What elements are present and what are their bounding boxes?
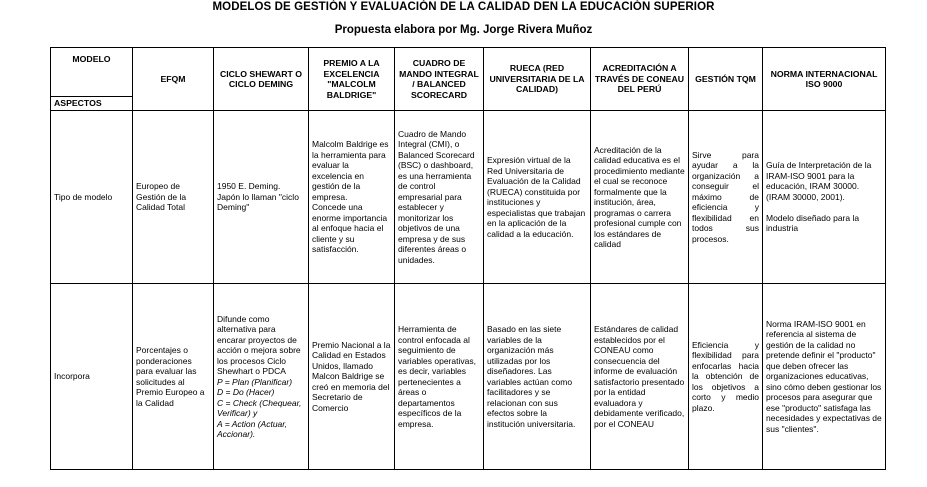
corner-modelo-label: MODELO [51, 48, 133, 97]
cell-coneau-tipo: Acreditación de la calidad educativa es el procedimiento mediante el cual se reconoce formalmente que la institución, área, programas o carrera profesional cumple con los estándares de calidad [591, 111, 689, 284]
deming-intro-text: Difunde como alternativa para encarar proyectos de acción o mejora sobre los procesos Ciclo Shewhart o PDCA [217, 313, 301, 376]
cell-rueca-incorpora: Basado en las siete variables de la organización más utilizadas por los diseñadores. Las variables actúan como facilitadores y se relacionan con sus efectos sobre la institución universitaria. [484, 284, 591, 470]
table-row [51, 284, 886, 470]
cell-baldrige-incorpora: Premio Nacional a la Calidad en Estados Unidos, llamado Malcon Baldrige se creó en memoria del Secretario de Comercio [309, 284, 395, 470]
cell-efqm-incorpora: Porcentajes o ponderaciones para evaluar las solicitudes al Premio Europeo a la Calidad [133, 284, 214, 470]
cell-iso-tipo: Guía de Interpretación de la IRAM-ISO 9001 para la educación, IRAM 30000. (IRAM 30000, 2001). Modelo diseñado para la industria [763, 111, 886, 284]
table-row [51, 111, 886, 284]
column-header-ciclo-deming: CICLO SHEWART O CICLO DEMING [214, 48, 309, 111]
column-header-tqm: GESTIÓN TQM [689, 48, 763, 111]
document-subtitle: Propuesta elabora por Mg. Jorge Rivera Muñoz [334, 24, 593, 36]
column-header-efqm: EFQM [133, 48, 214, 111]
cell-deming-incorpora [214, 284, 309, 470]
column-header-balanced-scorecard: CUADRO DE MANDO INTEGRAL / BALANCED SCORECARD [395, 48, 484, 111]
pdca-step-action: A = Action (Actuar, Accionar). [217, 418, 288, 439]
column-header-iso-9000: NORMA INTERNACIONAL ISO 9000 [763, 48, 886, 111]
document-title: MODELOS DE GESTIÓN Y EVALUACIÓN DE LA CALIDAD DEN LA EDUCACIÓN SUPERIOR [212, 1, 715, 13]
cell-bsc-tipo: Cuadro de Mando Integral (CMI), o Balanced Scorecard (BSC) o dashboard, es una herramienta de control empresarial para establecer y monitorizar los objetivos de una empresa y de sus diferentes áreas o unidades. [395, 111, 484, 284]
corner-aspectos-label: ASPECTOS [51, 97, 133, 111]
cell-rueca-tipo: Expresión virtual de la Red Universitaria de Evaluación de la Calidad (RUECA) constituida por instituciones y especialistas que trabajan en la aplicación de la calidad a la educación. [484, 111, 591, 284]
column-header-coneau: ACREDITACIÓN A TRAVÉS DE CONEAU DEL PERÚ [591, 48, 689, 111]
cell-iso-incorpora: Norma IRAM-ISO 9001 en referencia al sistema de gestión de la calidad no pretende definir el "producto" que deben ofrecer las organizaciones educativas, sino cómo deben gestionar los procesos para asegurar que ese "producto" satisfaga las necesidades y expectativas de sus "clientes". [763, 284, 886, 470]
cell-tqm-tipo: Sirve para ayudar a la organización a conseguir el máximo de eficiencia y flexibilidad en todos sus procesos. [689, 111, 763, 284]
cell-tqm-incorpora: Eficiencia y flexibilidad para enfocarlas hacia la obtención de los objetivos a corto y medio plazo. [689, 284, 763, 470]
column-header-rueca: RUECA (RED UNIVERSITARIA DE LA CALIDAD) [484, 48, 591, 111]
cell-deming-tipo: 1950 E. Deming. Japón lo llaman "ciclo Deming" [214, 111, 309, 284]
pdca-step-do: D = Do (Hacer) [217, 387, 275, 397]
models-comparison-table [50, 47, 886, 470]
row-label-tipo-de-modelo: Tipo de modelo [51, 111, 133, 284]
cell-bsc-incorpora: Herramienta de control enfocada al seguimiento de variables operativas, es decir, variables pertenecientes a áreas o departamentos específicos de la empresa. [395, 284, 484, 470]
column-header-malcolm-baldrige: PREMIO A LA EXCELENCIA "MALCOLM BALDRIGE" [309, 48, 395, 111]
cell-efqm-tipo: Europeo de Gestión de la Calidad Total [133, 111, 214, 284]
pdca-step-plan: P = Plan (Planificar) [217, 376, 293, 387]
cell-coneau-incorpora: Estándares de calidad establecidos por el CONEAU como consecuencia del informe de evaluación satisfactorio presentado por la entidad evaluadora y debidamente verificado, por el CONEAU [591, 284, 689, 470]
table-header-row [51, 48, 886, 97]
cell-baldrige-tipo: Malcolm Baldrige es la herramienta para evaluar la excelencia en gestión de la empresa. Concede una enorme importancia al enfoque hacia el cliente y su satisfacción. [309, 111, 395, 284]
pdca-step-check: C = Check (Chequear, Verificar) y [217, 397, 302, 418]
row-label-incorpora: Incorpora [51, 284, 133, 470]
